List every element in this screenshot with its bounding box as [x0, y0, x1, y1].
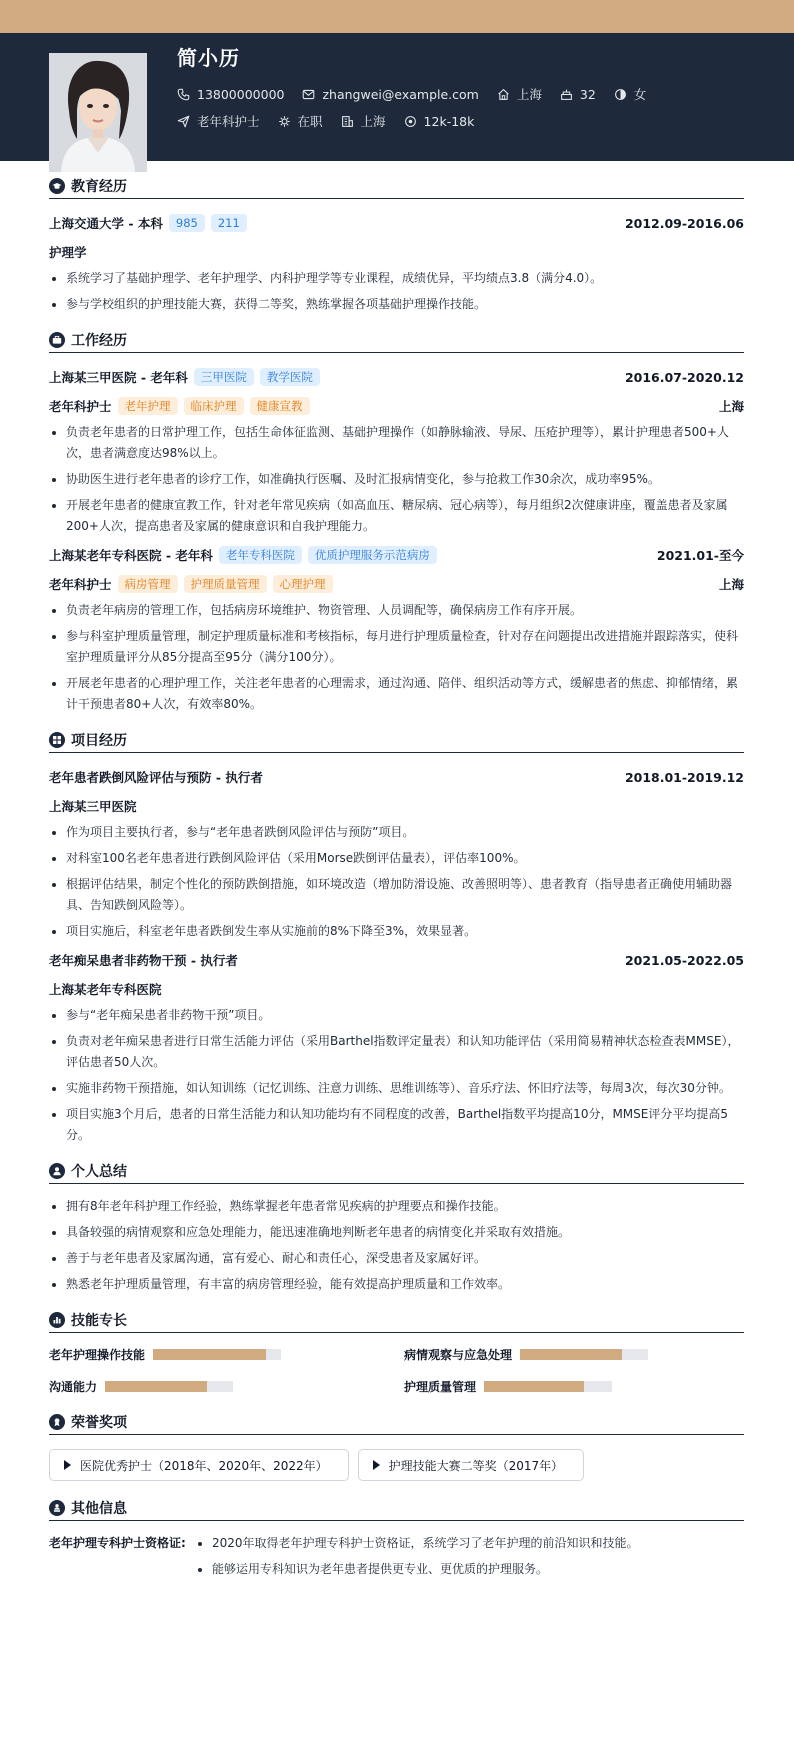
- school-tag: 985: [169, 214, 205, 232]
- school-tag: 211: [211, 214, 247, 232]
- graduation-cap-icon: [49, 178, 65, 194]
- job-entry-head: [49, 367, 744, 387]
- project-entry-head: [49, 950, 744, 970]
- skill-name: 沟通能力: [49, 1379, 98, 1394]
- home-text: 上海: [516, 87, 542, 102]
- home-icon: [497, 88, 510, 101]
- city-item: [341, 112, 386, 130]
- city-text: 上海: [360, 114, 386, 129]
- list-item: 熟悉老年护理质量管理，有丰富的病房管理经验，能有效提高护理质量和工作效率。: [49, 1274, 744, 1295]
- role-tag: 心理护理: [273, 575, 333, 593]
- skill-item: [404, 1377, 744, 1395]
- projects-section: [49, 729, 744, 1146]
- play-icon: [373, 1460, 380, 1470]
- skill-name: 老年护理操作技能: [49, 1347, 146, 1362]
- job-entry-head: [49, 545, 744, 565]
- job-role-row: [49, 396, 744, 416]
- skill-name: 护理质量管理: [404, 1379, 477, 1394]
- job-role: 老年科护士: [49, 577, 112, 592]
- skills-section: [49, 1309, 744, 1395]
- position-text: 老年科护士: [197, 114, 260, 129]
- salary-text: 12k-18k: [423, 113, 475, 129]
- work-section: [49, 329, 744, 715]
- profile-photo: [49, 53, 147, 172]
- award-icon: [49, 1414, 65, 1430]
- send-icon: [177, 115, 190, 128]
- education-bullets: [49, 268, 744, 315]
- role-tag: 护理质量管理: [184, 575, 267, 593]
- skill-bar: [153, 1349, 281, 1360]
- skill-item: [49, 1345, 404, 1363]
- school-name: 上海交通大学 - 本科: [49, 216, 163, 231]
- contact-row: [177, 85, 664, 103]
- list-item: 对科室100名老年患者进行跌倒风险评估（采用Morse跌倒评估量表），评估率100%。: [49, 848, 744, 869]
- list-item: 作为项目主要执行者，参与“老年患者跌倒风险评估与预防”项目。: [49, 822, 744, 843]
- work-title: 工作经历: [49, 329, 744, 353]
- other-bullets: [195, 1533, 639, 1585]
- list-item: 具备较强的病情观察和应急处理能力，能迅速准确地判断老年患者的病情变化并采取有效措施。: [49, 1222, 744, 1243]
- company-tag: 三甲医院: [194, 368, 254, 386]
- list-item: 参与科室护理质量管理，制定护理质量标准和考核指标，每月进行护理质量检查，针对存在问题提出改进措施并跟踪落实，使科室护理质量评分从85分提高至95分（满分100分）。: [49, 626, 744, 668]
- list-item: 系统学习了基础护理学、老年护理学、内科护理学等专业课程，成绩优异，平均绩点3.8（满分4.0）。: [49, 268, 744, 289]
- resume-content: [49, 161, 744, 1585]
- other-title: 其他信息: [49, 1497, 744, 1521]
- project-bullets: [49, 1005, 744, 1146]
- company-tag: 优质护理服务示范病房: [308, 546, 437, 564]
- awards-title: 荣誉奖项: [49, 1411, 744, 1435]
- job-role-row: [49, 574, 744, 594]
- briefcase-icon: [49, 332, 65, 348]
- age-item: [560, 87, 596, 102]
- list-item: 负责对老年痴呆患者进行日常生活能力评估（采用Barthel指数评定量表）和认知功能评估（采用简易精神状态检查表MMSE），评估患者50人次。: [49, 1031, 744, 1073]
- education-date: 2012.09-2016.06: [624, 215, 744, 231]
- projects-title: 项目经历: [49, 729, 744, 753]
- bar-chart-icon: [49, 1312, 65, 1328]
- list-item: 实施非药物干预措施，如认知训练（记忆训练、注意力训练、思维训练等）、音乐疗法、怀旧疗法等，每周3次，每次30分钟。: [49, 1078, 744, 1099]
- list-item: 参与学校组织的护理技能大赛，获得二等奖，熟练掌握各项基础护理操作技能。: [49, 294, 744, 315]
- salary-item: [404, 114, 475, 129]
- building-icon: [341, 115, 354, 128]
- age-text: 32: [579, 86, 596, 102]
- award-item: 护理技能大赛二等奖（2017年）: [358, 1449, 585, 1481]
- user-icon: [49, 1163, 65, 1179]
- home-item: [497, 85, 542, 103]
- awards-section: [49, 1411, 744, 1481]
- major: 护理学: [49, 245, 87, 260]
- education-section: [49, 175, 744, 315]
- other-section: [49, 1497, 744, 1585]
- project-org: 上海某三甲医院: [49, 799, 137, 814]
- certificate-label: 老年护理专科护士资格证:: [49, 1536, 186, 1550]
- status-icon: [278, 115, 291, 128]
- education-entry-head: [49, 213, 744, 233]
- summary-bullets: [49, 1196, 744, 1295]
- skill-bar-fill: [484, 1381, 584, 1392]
- phone-item: [177, 87, 284, 102]
- email-item: [302, 87, 478, 102]
- list-item: 负责老年病房的管理工作，包括病房环境维护、物资管理、人员调配等，确保病房工作有序开展。: [49, 600, 744, 621]
- skill-item: [49, 1377, 404, 1395]
- job-intent-row: [177, 112, 492, 130]
- role-tag: 临床护理: [184, 397, 244, 415]
- list-item: 根据评估结果，制定个性化的预防跌倒措施，如环境改造（增加防滑设施、改善照明等）、患者教育（指导患者正确使用辅助器具、告知跌倒风险等）。: [49, 874, 744, 916]
- grid-icon: [49, 732, 65, 748]
- play-icon: [64, 1460, 71, 1470]
- project-entry-head: [49, 767, 744, 787]
- gender-text: 女: [633, 87, 647, 102]
- project-bullets: [49, 822, 744, 942]
- project-org: 上海某老年专科医院: [49, 982, 162, 997]
- job-location: 上海: [718, 399, 744, 414]
- awards-list: [49, 1449, 744, 1481]
- age-icon: [560, 88, 573, 101]
- list-item: 参与“老年痴呆患者非药物干预”项目。: [49, 1005, 744, 1026]
- skill-name: 病情观察与应急处理: [404, 1347, 513, 1362]
- email-text: zhangwei@example.com: [322, 86, 479, 102]
- list-item: 能够运用专科知识为老年患者提供更专业、更优质的护理服务。: [195, 1559, 639, 1580]
- list-item: 善于与老年患者及家属沟通，富有爱心、耐心和责任心，深受患者及家属好评。: [49, 1248, 744, 1269]
- status-item: [278, 112, 323, 130]
- salary-icon: [404, 115, 417, 128]
- role-tag: 病房管理: [118, 575, 178, 593]
- candidate-name: 简小历: [177, 46, 240, 70]
- profile-header: [0, 33, 794, 161]
- job-date: 2021.01-至今: [656, 548, 744, 563]
- skills-title: 技能专长: [49, 1309, 744, 1333]
- job-role: 老年科护士: [49, 399, 112, 414]
- list-item: 项目实施后，科室老年患者跌倒发生率从实施前的8%下降至3%，效果显著。: [49, 921, 744, 942]
- job-bullets: [49, 600, 744, 715]
- mail-icon: [302, 88, 315, 101]
- list-item: 开展老年患者的健康宣教工作，针对老年常见疾病（如高血压、糖尿病、冠心病等），每月组织2次健康讲座，覆盖患者及家属200+人次，提高患者及家属的健康意识和自我护理能力。: [49, 495, 744, 537]
- job-bullets: [49, 422, 744, 537]
- company-tag: 教学医院: [260, 368, 320, 386]
- skill-bar-fill: [520, 1349, 622, 1360]
- skill-bar-fill: [105, 1381, 207, 1392]
- phone-icon: [177, 88, 190, 101]
- list-item: 开展老年患者的心理护理工作，关注老年患者的心理需求，通过沟通、陪伴、组织活动等方式，缓解患者的焦虑、抑郁情绪，累计干预患者80+人次，有效率80%。: [49, 673, 744, 715]
- list-item: 负责老年患者的日常护理工作，包括生命体征监测、基础护理操作（如静脉输液、导尿、压疮护理等），累计护理患者500+人次，患者满意度达98%以上。: [49, 422, 744, 464]
- project-name: 老年痴呆患者非药物干预 - 执行者: [49, 953, 238, 968]
- project-name: 老年患者跌倒风险评估与预防 - 执行者: [49, 770, 263, 785]
- job-location: 上海: [718, 577, 744, 592]
- education-title: 教育经历: [49, 175, 744, 199]
- skill-bar: [520, 1349, 648, 1360]
- phone-text: 13800000000: [197, 86, 285, 102]
- summary-section: [49, 1160, 744, 1295]
- summary-title: 个人总结: [49, 1160, 744, 1184]
- users-icon: [49, 1500, 65, 1516]
- gender-item: [614, 85, 647, 103]
- status-text: 在职: [297, 114, 323, 129]
- role-tag: 老年护理: [118, 397, 178, 415]
- list-item: 项目实施3个月后，患者的日常生活能力和认知功能均有不同程度的改善，Barthel指数平均提高10分，MMSE评分平均提高5分。: [49, 1104, 744, 1146]
- position-item: [177, 112, 260, 130]
- other-row: [49, 1533, 744, 1585]
- job-date: 2016.07-2020.12: [624, 369, 744, 385]
- skill-bar-fill: [153, 1349, 266, 1360]
- award-item: 医院优秀护士（2018年、2020年、2022年）: [49, 1449, 349, 1481]
- project-date: 2021.05-2022.05: [624, 952, 744, 968]
- skill-bar: [484, 1381, 612, 1392]
- gender-icon: [614, 88, 627, 101]
- top-accent-band: [0, 0, 794, 33]
- project-date: 2018.01-2019.12: [624, 769, 744, 785]
- skills-grid: [49, 1345, 744, 1395]
- skill-item: [404, 1345, 744, 1363]
- company-name: 上海某老年专科医院 - 老年科: [49, 548, 213, 563]
- list-item: 拥有8年老年科护理工作经验，熟练掌握老年患者常见疾病的护理要点和操作技能。: [49, 1196, 744, 1217]
- company-tag: 老年专科医院: [219, 546, 302, 564]
- list-item: 2020年取得老年护理专科护士资格证，系统学习了老年护理的前沿知识和技能。: [195, 1533, 639, 1554]
- skill-bar: [105, 1381, 233, 1392]
- list-item: 协助医生进行老年患者的诊疗工作，如准确执行医嘱、及时汇报病情变化，参与抢救工作30余次，成功率95%。: [49, 469, 744, 490]
- company-name: 上海某三甲医院 - 老年科: [49, 370, 188, 385]
- role-tag: 健康宣教: [250, 397, 310, 415]
